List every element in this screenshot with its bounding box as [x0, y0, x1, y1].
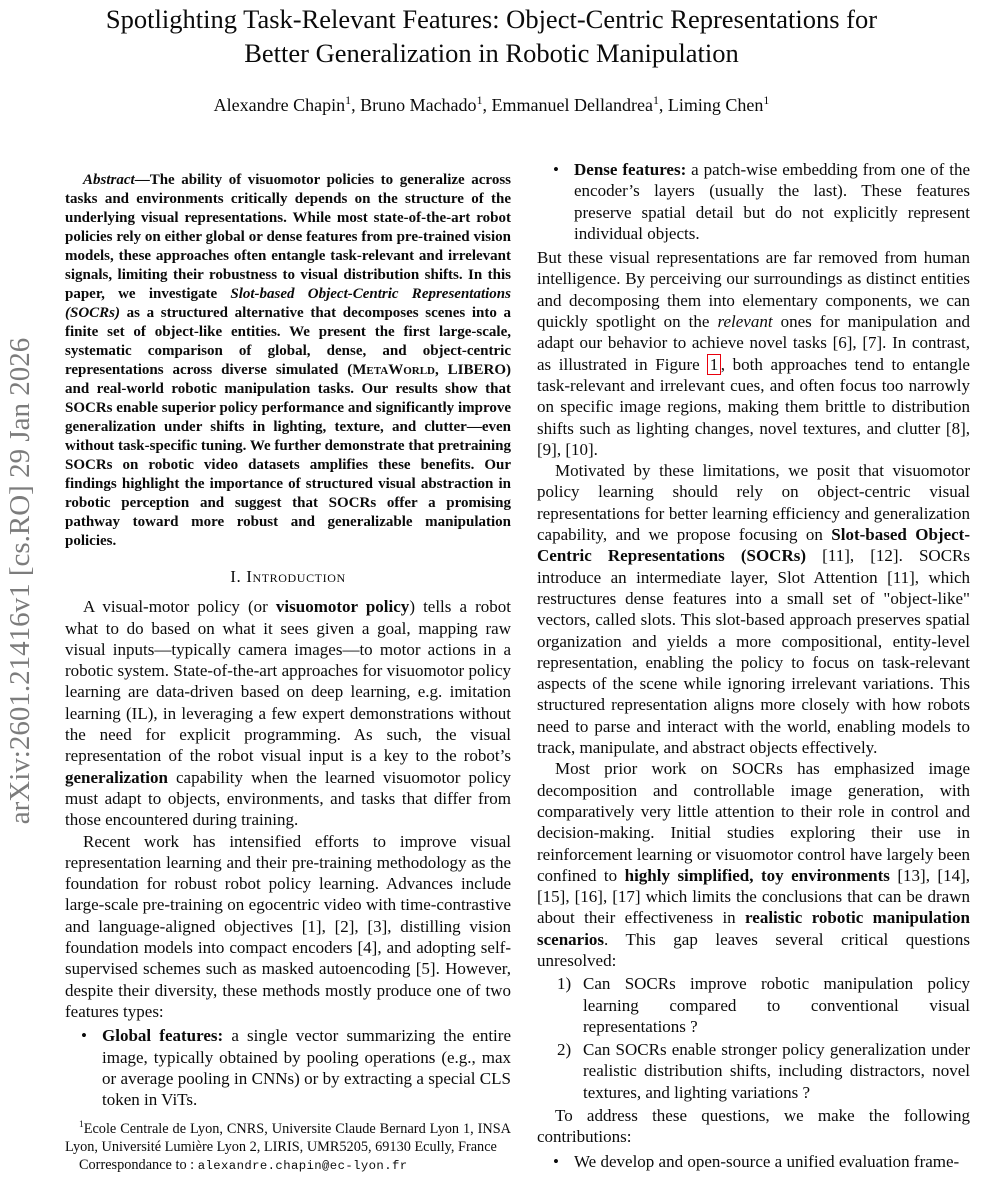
paper-title — [50, 2, 933, 70]
paper-title-line1: Spotlighting Task-Relevant Features: Object-Centric Representations for — [105, 4, 878, 34]
paragraph-motivated: Motivated by these limitations, we posit that visuomotor policy learning should rely on object-centric visual representations for better learning efficiency and generalization capability, and we propose focusing on Slot-based Object-Centric Representations (SOCRs) [11], [12]. SOCRs introduce an intermediate layer, Slot Attention [11], which restructures dense features into a small set of "object-like" vectors, called slots. This slot-based approach preserves spatial organization and yields a more compositional, entity-level representation, enabling the policy to focus on task-relevant aspects of the scene while ignoring irrelevant variations. This structured representation aligns more closely with how robots need to parse and interact with the world, enabling models to track, manipulate, and abstract objects effectively. — [537, 461, 970, 758]
intro-paragraph-1: A visual-motor policy (or visuomotor policy) tells a robot what to do based on what it sees given a goal, mapping raw visual inputs—typically camera images—to motor actions in a robotic system. State-of-the-art approaches for visuomotor policy learning are data-driven based on deep learning, e.g. imitation learning (IL), in leveraging a few expert demonstrations without the need for explicit programming. As such, the visual representation of the robot visual input is a key to the robot’s generalization capability when the learned visuomotor policy must adapt to objects, environments, and tasks that differ from those encountered during training. — [65, 597, 512, 830]
footnote-block — [65, 1121, 511, 1175]
bullet-icon: • — [553, 1151, 559, 1171]
numbered-question-1 — [537, 973, 970, 1037]
authors-line: Alexandre Chapin$^1$, Bruno Machado$^1$, Emmanuel Dellandrea$^1$, Liming Chen$^1$ — [213, 93, 770, 115]
footnote-correspondence: Correspondance to : alexandre.chapin@ec-lyon.fr — [79, 1156, 408, 1173]
correspondence-email-link[interactable]: alexandre.chapin@ec-lyon.fr — [197, 1158, 408, 1173]
numbered-question-1-text: Can SOCRs improve robotic manipulation policy learning compared to conventional visual representations ? — [583, 974, 970, 1036]
numbered-question-2-text: Can SOCRs enable stronger policy generalization under realistic distribution shifts, including distractors, novel textures, and lighting variations ? — [583, 1040, 970, 1102]
abstract-paragraph: Abstract—The ability of visuomotor policies to generalize across tasks and environments critically depends on the structure of the underlying visual representations. While most state-of-the-art robot policies rely on either global or dense features from pre-trained vision models, these approaches often entangle task-relevant and irrelevant signals, limiting their robustness to visual distribution shifts. In this paper, we investigate Slot-based Object-Centric Representations (SOCRs) as a structured alternative that decomposes scenes into a finite set of object-like entities. We present the first large-scale, systematic comparison of global, dense, and object-centric representations across diverse simulated (MetaWorld, LIBERO) and real-world robotic manipulation tasks. Our results show that SOCRs enable superior policy performance and significantly improve generalization under shifts in lighting, texture, and clutter—even without task-specific tuning. We further demonstrate that pretraining SOCRs on robotic video datasets amplifies these benefits. Our findings highlight the importance of structured visual abstraction in robotic perception and suggest that SOCRs offer a promising pathway toward more robust and generalizable manipulation policies. — [65, 172, 511, 549]
bullet-global-features — [65, 1025, 511, 1110]
arxiv-watermark: arXiv:2601.21416v1 [cs.RO] 29 Jan 2026 — [4, 337, 36, 825]
section-heading-introduction: I. Introduction — [230, 567, 346, 586]
numbered-item-marker: 1) — [557, 974, 572, 994]
bullet-icon: • — [553, 160, 559, 179]
bullet-contribution — [537, 1151, 970, 1172]
bullet-contribution-text: We develop and open-source a unified evaluation frame- — [574, 1151, 960, 1171]
bullet-dense-features-text: Dense features: a patch-wise embedding from one of the encoder’s layers (usually the last). These features preserve spatial detail but do not explicitly represent individual objects. — [574, 160, 970, 243]
bullet-dense-features — [537, 159, 970, 244]
left-column — [65, 156, 511, 1113]
footnote-affiliation: $^1$Ecole Centrale de Lyon, CNRS, Universite Claude Bernard Lyon 1, INSA Lyon, Université Lumière Lyon 2, LIRIS, UMR5205, 69130 Ecully, France — [65, 1120, 511, 1155]
bullet-icon: • — [81, 1026, 87, 1046]
numbered-item-marker: 2) — [557, 1040, 572, 1060]
paragraph-but-these: But these visual representations are far removed from human intelligence. By perceiving our surroundings as distinct entities and decomposing them into elementary components, we can quickly spotlight on the relevant ones for manipulation and adapt our behavior to achieve novel tasks [6], [7]. In contrast, as illustrated in Figure 1 , both approaches tend to entangle task-relevant and irrelevant cues, and often focus too narrowly on specific image regions, making them brittle to distribution shifts such as lighting changes, novel textures, and clutter [8], [9], [10]. — [537, 248, 970, 459]
numbered-question-2 — [537, 1039, 970, 1103]
paper-title-line2: Better Generalization in Robotic Manipulation — [244, 38, 739, 68]
figure-1-reference-link[interactable]: 1 — [707, 354, 721, 375]
bullet-global-features-text: Global features: a single vector summarizing the entire image, typically obtained by pooling operations (e.g., max or average pooling in CNNs) or by extracting a special CLS token in ViTs. — [102, 1026, 511, 1110]
paragraph-most-prior: Most prior work on SOCRs has emphasized image decomposition and controllable image generation, with comparatively very little attention to their role in control and decision-making. Initial studies exploring their use in reinforcement learning or visuomotor control have largely been confined to highly simplified, toy environments [13], [14], [15], [16], [17] which limits the conclusions that can be drawn about their effectiveness in realistic robotic manipulation scenarios. This gap leaves several critical questions unresolved: — [537, 759, 970, 970]
right-column — [537, 156, 970, 1175]
paragraph-to-address: To address these questions, we make the following contributions: — [537, 1106, 970, 1147]
intro-paragraph-2: Recent work has intensified efforts to improve visual representation learning and their pre-training methodology as the foundation for robust robot policy learning. Advances include large-scale pre-training on egocentric video with time-contrastive and language-aligned objectives [1], [2], [3], distilling vision foundation models into compact encoders [4], and adopting self-supervised schemes such as masked autoencoding [5]. However, despite their diversity, these methods mostly produce one of two features types: — [65, 831, 511, 1021]
